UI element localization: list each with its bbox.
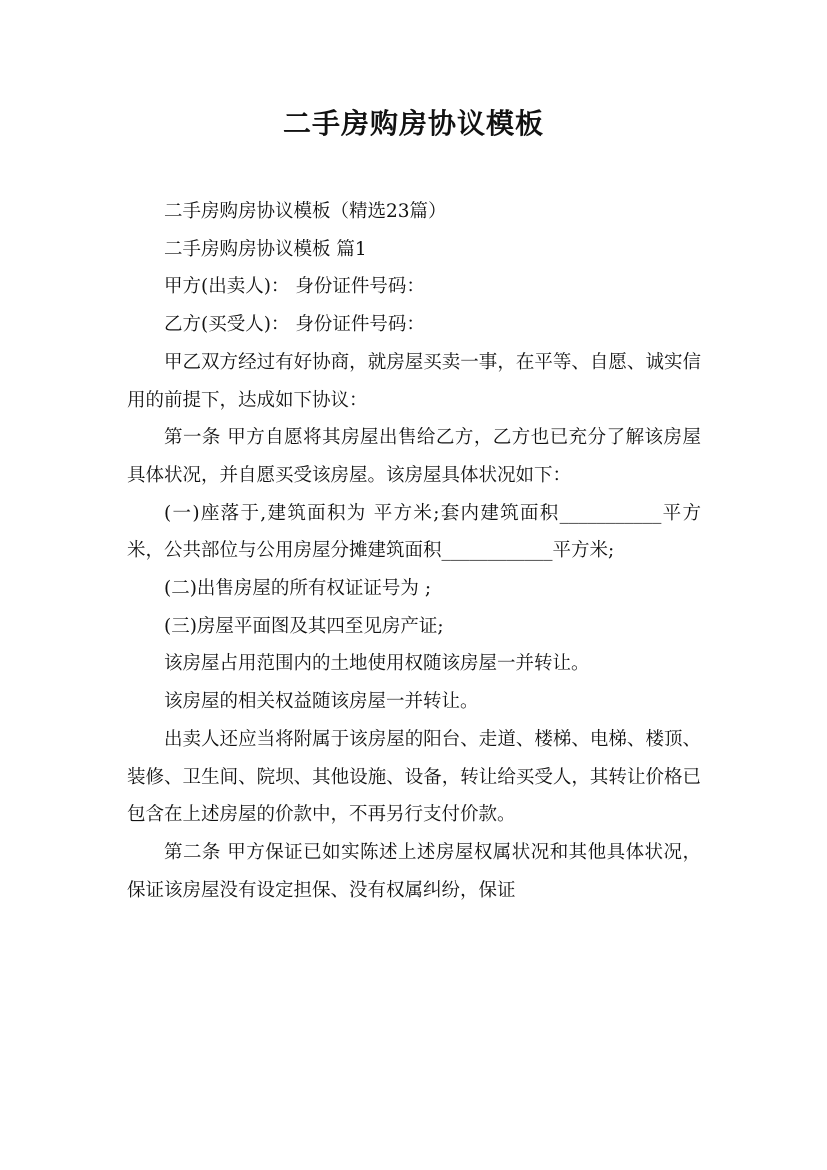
paragraph-article-2: 第二条 甲方保证已如实陈述上述房屋权属状况和其他具体状况，保证该房屋没有设定担保、没有权属纠纷，保证 <box>127 841 701 901</box>
paragraph-item-1: (一)座落于,建筑面积为 平方米;套内建筑面积___________平方米，公共部位与公用房屋分摊建筑面积____________平方米; <box>127 502 701 562</box>
paragraph-rights: 该房屋的相关权益随该房屋一并转让。 <box>164 691 479 713</box>
paragraph-land-use: 该房屋占用范围内的土地使用权随该房屋一并转让。 <box>164 653 590 675</box>
paragraph-party-a: 甲方(出卖人)： 身份证件号码： <box>164 276 425 298</box>
paragraph-item-3: (三)房屋平面图及其四至见房产证; <box>164 615 444 637</box>
document-title: 二手房购房协议模板 <box>282 107 544 140</box>
paragraph-section-heading: 二手房购房协议模板 篇1 <box>164 238 367 260</box>
paragraph-subtitle: 二手房购房协议模板（精选23篇） <box>164 201 447 222</box>
paragraph-party-b: 乙方(买受人)： 身份证件号码： <box>164 314 425 336</box>
paragraph-item-2: (二)出售房屋的所有权证证号为 ; <box>164 578 432 600</box>
paragraph-fixtures: 出卖人还应当将附属于该房屋的阳台、走道、楼梯、电梯、楼顶、装修、卫生间、院坝、其他设施、设备，转让给买受人，其转让价格已包含在上述房屋的价款中，不再另行支付价款。 <box>127 728 701 826</box>
paragraph-preamble: 甲乙双方经过有好协商，就房屋买卖一事，在平等、自愿、诚实信用的前提下，达成如下协议： <box>127 351 701 411</box>
document-body <box>127 193 701 909</box>
paragraph-article-1: 第一条 甲方自愿将其房屋出售给乙方，乙方也已充分了解该房屋具体状况，并自愿买受该房屋。该房屋具体状况如下： <box>127 427 701 486</box>
